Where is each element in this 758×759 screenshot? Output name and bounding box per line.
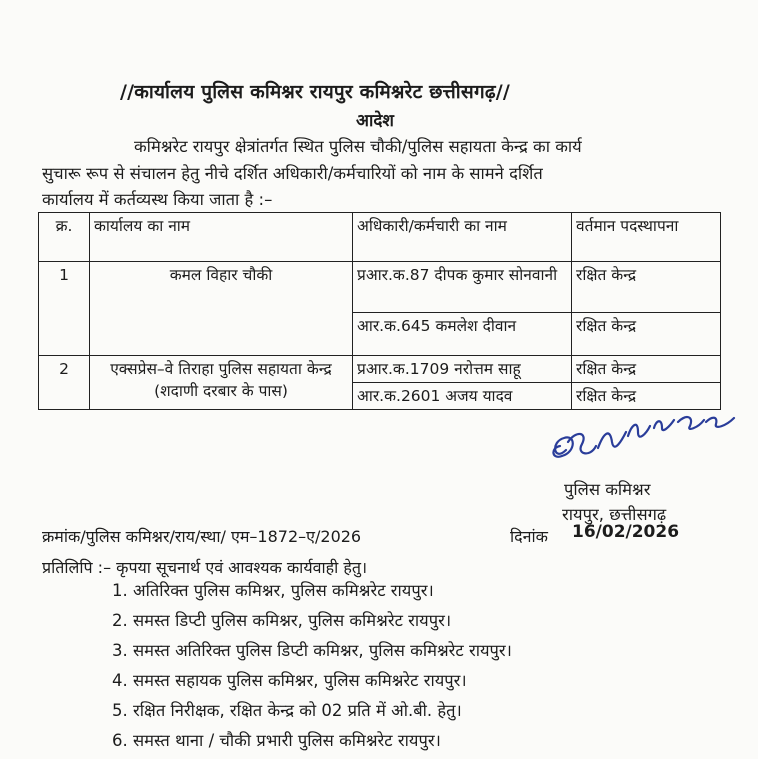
- date-label: दिनांक: [510, 527, 548, 546]
- copy-heading: प्रतिलिपि :– कृपया सूचनार्थ एवं आवश्यक कार्यवाही हेतु।: [42, 558, 368, 577]
- header-serial: क्र.: [39, 213, 90, 262]
- row-staff-name: प्रआर.क.1709 नरोत्तम साहू: [353, 356, 572, 383]
- table-header-row: [39, 213, 721, 262]
- list-item: 1. अतिरिक्त पुलिस कमिश्नर, पुलिस कमिश्नरेट रायपुर।: [112, 581, 434, 600]
- row-office: एक्सप्रेस–वे तिराहा पुलिस सहायता केन्द्र (शदाणी दरबार के पास): [90, 356, 353, 410]
- list-item: 4. समस्त सहायक पुलिस कमिश्नर, पुलिस कमिश्नरेट रायपुर।: [112, 671, 467, 690]
- table-row: [39, 262, 721, 313]
- row-staff-name: आर.क.2601 अजय यादव: [353, 383, 572, 410]
- row-office: कमल विहार चौकी: [90, 262, 353, 356]
- copy-list: [112, 579, 512, 759]
- list-item: 5. रक्षित निरीक्षक, रक्षित केन्द्र को 02 प्रति में ओ.बी. हेतु।: [112, 701, 462, 720]
- posting-table: [38, 212, 721, 410]
- row-staff-posting: रक्षित केन्द्र: [572, 262, 721, 313]
- order-heading: आदेश: [356, 111, 394, 131]
- list-item: 3. समस्त अतिरिक्त पुलिस डिप्टी कमिश्नर, पुलिस कमिश्नरेट रायपुर।: [112, 641, 512, 660]
- row-staff-posting: रक्षित केन्द्र: [572, 313, 721, 356]
- header-office: कार्यालय का नाम: [90, 213, 353, 262]
- list-item: 2. समस्त डिप्टी पुलिस कमिश्नर, पुलिस कमिश्नरेट रायपुर।: [112, 611, 452, 630]
- signatory-place: रायपुर, छत्तीसगढ़: [562, 505, 667, 524]
- signature-image: [546, 402, 746, 476]
- row-staff-posting: रक्षित केन्द्र: [572, 383, 721, 410]
- header-posting: वर्तमान पदस्थापना: [572, 213, 721, 262]
- header-staff: अधिकारी/कर्मचारी का नाम: [353, 213, 572, 262]
- row-staff-name: आर.क.645 कमलेश दीवान: [353, 313, 572, 356]
- signatory-designation: पुलिस कमिश्नर: [564, 480, 651, 499]
- date-value: 16/02/2026: [572, 522, 680, 542]
- intro-line-1: कमिश्नरेट रायपुर क्षेत्रांतर्गत स्थित पुलिस चौकी/पुलिस सहायता केन्द्र का कार्य: [134, 137, 582, 156]
- row-staff-name: प्रआर.क.87 दीपक कुमार सोनवानी: [353, 262, 572, 313]
- intro-line-3: कार्यालय में कर्तव्यस्थ किया जाता है :–: [42, 190, 273, 209]
- row-staff-posting: रक्षित केन्द्र: [572, 356, 721, 383]
- reference-number: क्रमांक/पुलिस कमिश्नर/राय/स्था/ एम–1872–ए/2026: [42, 527, 362, 546]
- table-row: [39, 356, 721, 383]
- row-serial: 2: [39, 356, 90, 410]
- list-item: 6. समस्त थाना / चौकी प्रभारी पुलिस कमिश्नरेट रायपुर।: [112, 731, 441, 750]
- document-title: //कार्यालय पुलिस कमिश्नर रायपुर कमिश्नरेट छत्तीसगढ़//: [120, 81, 511, 103]
- intro-line-2: सुचारू रूप से संचालन हेतु नीचे दर्शित अधिकारी/कर्मचारियों को नाम के सामने दर्शित: [42, 164, 543, 183]
- row-serial: 1: [39, 262, 90, 356]
